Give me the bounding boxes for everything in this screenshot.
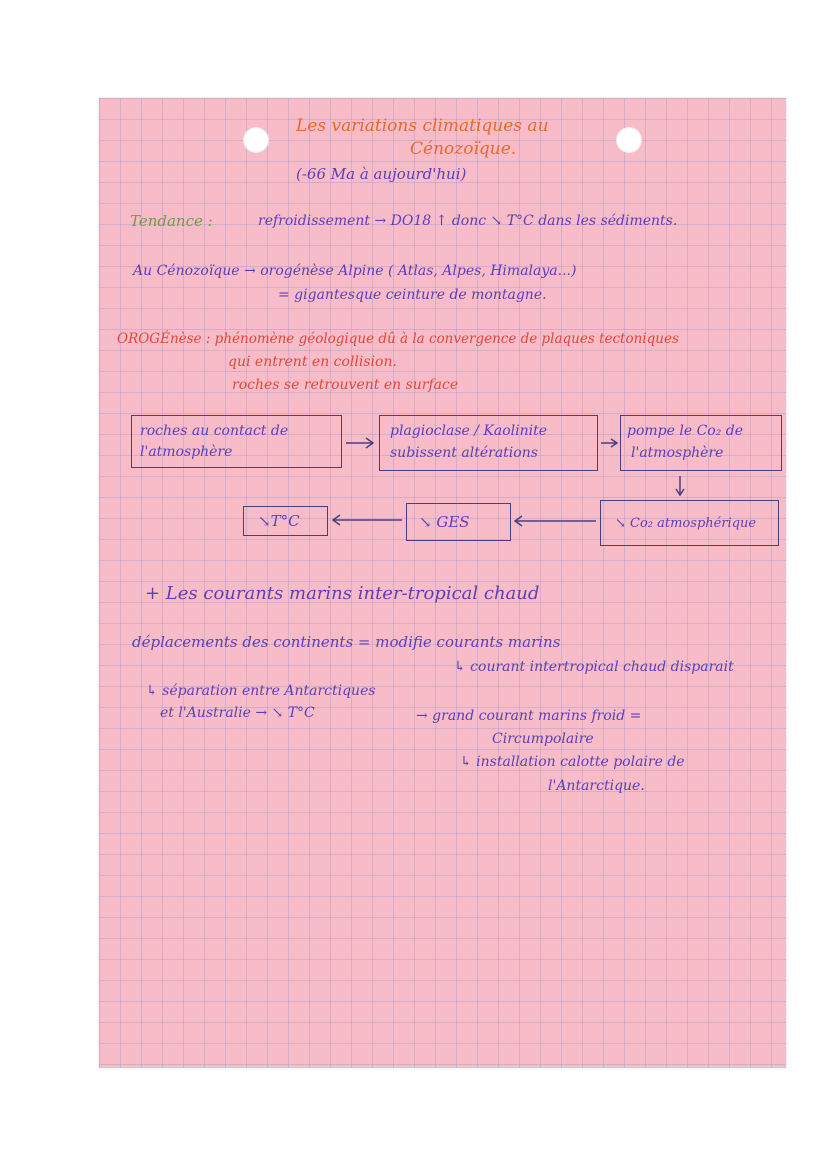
title-subtitle: (-66 Ma à aujourd'hui): [296, 165, 467, 183]
cenozoique-line2: = gigantesque ceinture de montagne.: [278, 287, 547, 303]
orogenese-line2: qui entrent en collision.: [228, 354, 397, 370]
box-ges-text: ↘ GES: [419, 513, 470, 531]
courants-line3: ↳ séparation entre Antarctiques: [146, 683, 376, 699]
box-plagioclase-line1: plagioclase / Kaolinite: [390, 423, 548, 439]
title-line2: Cénozoïque.: [410, 139, 517, 159]
box-pompe-line1: pompe le Co₂ de: [627, 423, 744, 439]
courants-line2: ↳ courant intertropical chaud disparait: [454, 659, 734, 675]
orogenese-line3: roches se retrouvent en surface: [232, 377, 459, 393]
box-roches-line2: l'atmosphère: [140, 444, 233, 460]
courants-line6: Circumpolaire: [492, 731, 594, 747]
orogenese-line1: OROGÉnèse : phénomène géologique dû à la convergence de plaques tectoniques: [117, 331, 679, 347]
box-co2-text: ↘ Co₂ atmosphérique: [615, 516, 757, 531]
courants-line5: → grand courant marins froid =: [416, 708, 642, 724]
courants-line4: et l'Australie → ↘ T°C: [160, 705, 315, 721]
courants-line7: ↳ installation calotte polaire de: [460, 754, 685, 770]
courants-heading: + Les courants marins inter-tropical chaud: [145, 583, 540, 604]
tendance-label: Tendance :: [130, 212, 213, 230]
courants-line1: déplacements des continents = modifie courants marins: [132, 633, 561, 651]
title-line1: Les variations climatiques au: [296, 116, 549, 136]
box-temperature-text: ↘T°C: [258, 512, 300, 530]
box-pompe-line2: l'atmosphère: [631, 445, 724, 461]
tendance-text: refroidissement → DO18 ↑ donc ↘ T°C dans les sédiments.: [258, 213, 678, 229]
box-plagioclase-line2: subissent altérations: [390, 445, 538, 461]
cenozoique-line1: Au Cénozoïque → orogénèse Alpine ( Atlas, Alpes, Himalaya...): [133, 263, 577, 279]
box-roches-line1: roches au contact de: [140, 423, 289, 439]
courants-line8: l'Antarctique.: [548, 778, 645, 794]
